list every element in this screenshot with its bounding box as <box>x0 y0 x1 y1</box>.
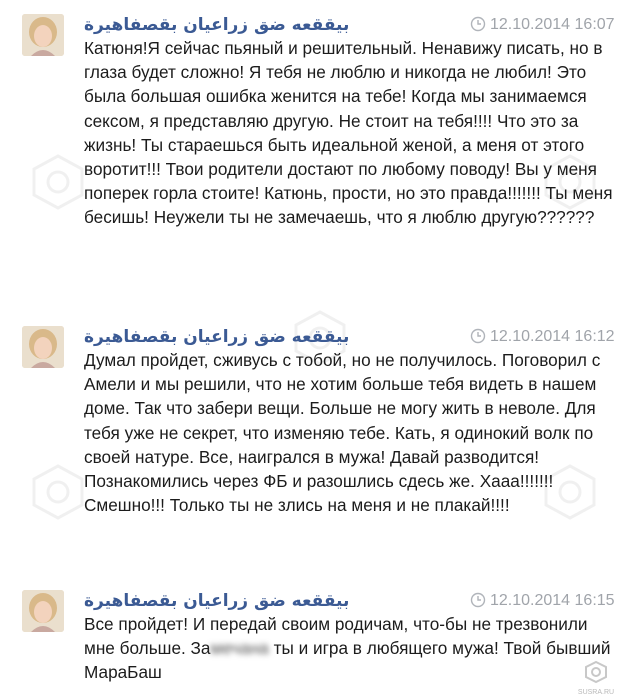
avatar[interactable] <box>22 590 64 632</box>
site-logo-text: SUSRA.RU <box>577 689 615 696</box>
blurred-text: мечана <box>210 638 269 659</box>
watermark-logo-icon <box>28 462 88 522</box>
watermark-logo-icon <box>28 152 88 212</box>
message-author[interactable]: بيققعه ضق زراعيان بقصفاهيرة <box>84 15 350 35</box>
message-text: Катюня!Я сейчас пьяный и решительный. Ненавижу писать, но в глаза будет сложно! Я тебя не люблю и никогда не любил! Это была большая ошибка женится на тебе! Когда мы занимаемся сексом, я представляю другую. Не стоит на тебя!!!! Что это за жизнь! Ты стараешься быть идеальной женой, а меня от этого воротит!!! Твои родители достают по любому поводу! Вы у меня поперек горла стоите! Катюнь, прости, но это правда!!!!!!! Ты меня бесишь! Неужели ты не замечаешь, что я люблю другую?????? <box>84 38 613 228</box>
clock-icon <box>470 16 486 32</box>
message-author[interactable]: بيققعه ضق زراعيان بقصفاهيرة <box>84 591 350 611</box>
avatar[interactable] <box>22 326 64 368</box>
message-text: Думал пройдет, сживусь с тобой, но не получилось. Поговорил с Амели и мы решили, что не хотим больше тебя видеть в нашем доме. Так что забери вещи. Больше не могу жить в неволе. Для тебя уже не секрет, что изменяю тебе. Кать, я одинокий волк по своей натуре. Все, наигрался в мужа! Давай разводится! Познакомились через ФБ и разошлись сдесь же. Хааа!!!!!!! Смешно!!! Только ты не злись на меня и не плакай!!!! <box>84 350 601 516</box>
message-timestamp: 12.10.2014 16:07 <box>490 16 615 33</box>
clock-icon <box>470 328 486 344</box>
site-logo-icon <box>576 660 616 684</box>
message-timestamp: 12.10.2014 16:15 <box>490 592 615 609</box>
avatar[interactable] <box>22 14 64 56</box>
message-text-part: ты и игра в любящего мужа! Твой бывший МараБаш <box>84 638 611 683</box>
site-logo <box>576 660 616 694</box>
message-timestamp: 12.10.2014 16:12 <box>490 328 615 345</box>
message-author[interactable]: بيققعه ضق زراعيان بقصفاهيرة <box>84 327 350 347</box>
message-text-part: Все пройдет! И передай своим родичам, что-бы не трезвонили мне больше. За <box>84 614 588 659</box>
clock-icon <box>470 592 486 608</box>
message-text <box>84 612 614 685</box>
